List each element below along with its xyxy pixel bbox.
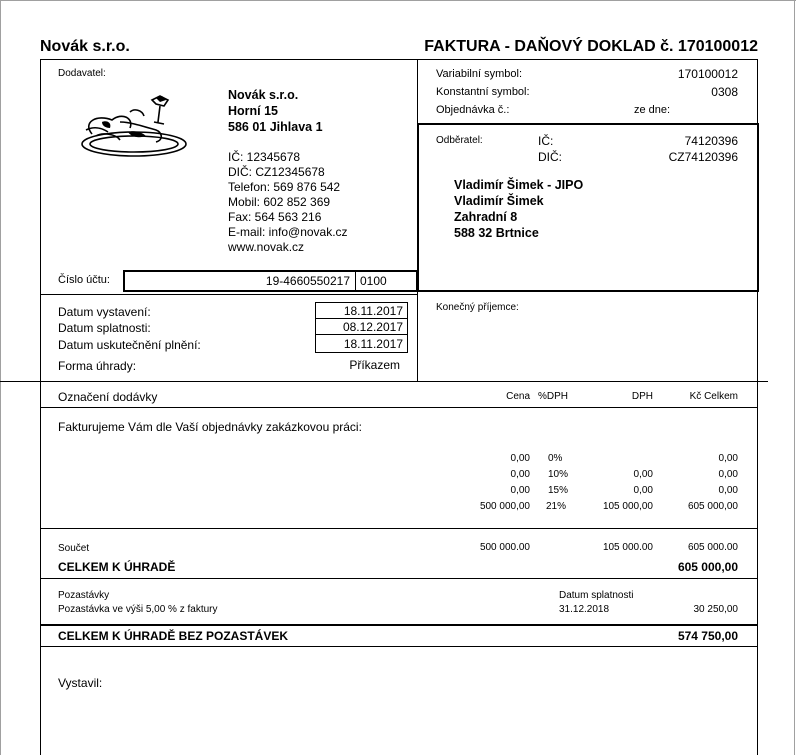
order-date-label: ze dne: [634,104,671,116]
vat-row-pct: 21% [546,501,567,512]
taxable-date-value: 18.11.2017 [343,337,403,351]
page-border [0,0,796,1]
items-top-line [0,381,768,382]
retention-top-line [40,578,758,579]
vat-row-total: 0,00 [718,469,738,480]
vat-row-pct: 15% [548,485,569,496]
total-without-retention-label: CELKEM K ÚHRADĚ BEZ POZASTÁVEK [58,629,289,643]
chef-logo-icon [72,92,192,167]
order-label: Objednávka č.: [436,104,510,116]
total-without-retention-bottom-line [40,646,758,647]
vat-row-vat: 0,00 [633,469,653,480]
sum-vat: 105 000.00 [602,542,653,553]
due-date-value: 08.12.2017 [342,320,403,334]
supplier-email: E-mail: info@novak.cz [228,225,348,239]
vat-row-pct: 10% [548,469,569,480]
items-price-header: Cena [506,391,530,402]
supplier-street: Horní 15 [228,104,279,118]
sum-total: 605 000.00 [687,542,738,553]
items-total-header: Kč Celkem [689,391,738,402]
supplier-fax: Fax: 564 563 216 [228,210,322,224]
vat-row-vat: 105 000,00 [602,501,653,512]
supplier-phone: Telefon: 569 876 542 [228,180,341,194]
supplier-dic: DIČ: CZ12345678 [228,165,325,179]
customer-line-1: Vladimír Šimek - JIPO [454,178,584,192]
total-without-retention-value: 574 750,00 [677,629,738,643]
retention-amount: 30 250,00 [693,604,738,615]
retention-due-value: 31.12.2018 [559,604,610,615]
sum-price: 500 000.00 [479,542,530,553]
company-title: Novák s.r.o. [40,38,130,55]
payment-form-value: Příkazem [349,358,400,372]
issue-date-label: Datum vystavení: [58,305,151,319]
variable-symbol-label: Variabilní symbol: [436,68,522,80]
vat-row-price: 0,00 [510,485,530,496]
customer-line-4: 588 32 Brtnice [454,226,539,240]
items-designation-header: Označení dodávky [58,390,158,404]
items-header-line [40,407,758,408]
customer-dic-label: DIČ: [538,150,562,164]
account-label: Číslo účtu: [58,274,110,286]
vat-row-pct: 0% [548,453,563,464]
issue-date-value: 18.11.2017 [343,304,403,318]
supplier-mobile: Mobil: 602 852 369 [228,195,331,209]
retention-due-label: Datum splatnosti [559,590,634,601]
items-vat-pct-header: %DPH [538,391,569,402]
vat-row-total: 0,00 [718,485,738,496]
items-text: Fakturujeme Vám dle Vaší objednávky zakázkovou práci: [58,420,362,434]
items-vat-header: DPH [631,391,653,402]
vat-row-price: 0,00 [510,453,530,464]
supplier-ic: IČ: 12345678 [228,150,301,164]
vat-row-price: 0,00 [510,469,530,480]
constant-symbol-label: Konstantní symbol: [436,86,530,98]
vat-row-total: 0,00 [718,453,738,464]
vat-row-total: 605 000,00 [687,501,738,512]
document-title: FAKTURA - DAŇOVÝ DOKLAD č. 170100012 [424,38,758,55]
final-recipient-label: Konečný příjemce: [436,302,519,313]
frame-top [40,59,758,60]
supplier-label: Dodavatel: [58,68,106,79]
issued-by-label: Vystavil: [58,676,103,690]
retention-detail: Pozastávka ve výši 5,00 % z faktury [58,604,218,615]
dates-top-line [40,294,418,295]
customer-dic-value: CZ74120396 [668,150,738,164]
customer-ic-value: 74120396 [684,134,738,148]
due-date-label: Datum splatnosti: [58,321,151,335]
customer-label: Odběratel: [436,135,483,146]
vat-row-price: 500 000,00 [479,501,530,512]
payment-form-label: Forma úhrady: [58,359,137,373]
account-bank-code: 0100 [360,274,387,288]
vat-row-vat: 0,00 [633,485,653,496]
constant-symbol-value: 0308 [711,85,738,99]
page-border [794,0,795,755]
supplier-web: www.novak.cz [228,240,305,254]
retention-label: Pozastávky [58,590,110,601]
customer-line-3: Zahradní 8 [454,210,518,224]
sum-label: Součet [58,543,90,554]
sum-top-line [40,528,758,529]
page-border [0,0,1,755]
account-divider [355,271,356,291]
taxable-date-label: Datum uskutečnění plnění: [58,338,201,352]
total-due-value: 605 000,00 [677,560,738,574]
supplier-name: Novák s.r.o. [228,88,299,102]
variable-symbol-value: 170100012 [677,67,738,81]
customer-ic-label: IČ: [538,134,554,148]
total-due-label: CELKEM K ÚHRADĚ [58,560,176,574]
customer-line-2: Vladimír Šimek [454,194,544,208]
total-without-retention-top-line [40,624,758,626]
supplier-city: 586 01 Jihlava 1 [228,120,323,134]
account-number: 19-4660550217 [265,274,350,288]
